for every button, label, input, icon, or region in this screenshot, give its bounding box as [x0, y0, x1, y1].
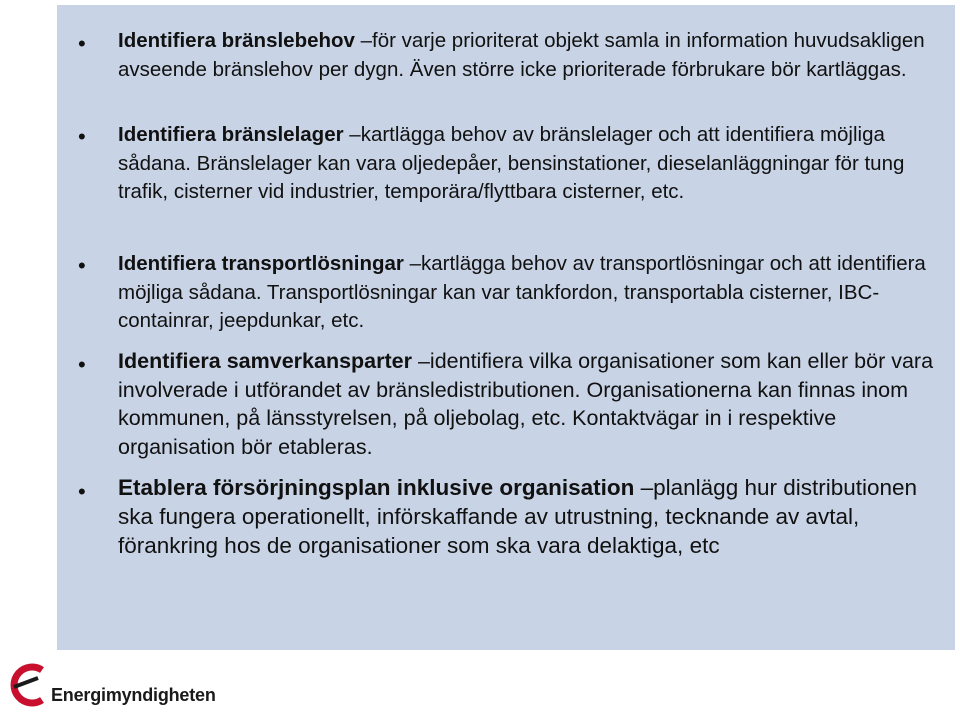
- bullet-text: –planlägg hur distributionen ska fungera operationellt, införskaffande av utrustning, tecknande av avtal, förankring hos de organisationer som ska vara delaktiga, etc: [118, 475, 918, 558]
- bullet-heading: Identifiera transportlösningar: [118, 252, 404, 275]
- bullet-marker: •: [78, 253, 86, 278]
- bullet-marker: •: [78, 479, 86, 504]
- bullet-heading: Etablera försörjningsplan inklusive organisation: [118, 475, 635, 500]
- bullet-item-4: [118, 347, 938, 461]
- bullet-item-1: [118, 27, 938, 84]
- bullet-marker: •: [78, 352, 86, 377]
- bullet-text: –kartlägga behov av transportlösningar och att identifiera möjliga sådana. Transportlösningar kan var tankfordon, transportabla cisterner, IBC-containrar, jeepdunkar, etc.: [118, 252, 926, 333]
- bullet-item-5: [118, 474, 938, 560]
- bullet-heading: Identifiera samverkansparter: [118, 349, 412, 373]
- bullet-heading: Identifiera bränslelager: [118, 123, 344, 146]
- bullet-heading: Identifiera bränslebehov: [118, 29, 355, 52]
- logo-text: Energimyndigheten: [51, 685, 216, 705]
- energimyndigheten-logo: [4, 660, 214, 710]
- bullet-item-3: [118, 250, 938, 336]
- bullet-item-2: [118, 121, 938, 207]
- bullet-marker: •: [78, 31, 86, 56]
- bullet-text: –för varje prioriterat objekt samla in information huvudsakligen avseende bränslehov per dygn. Även större icke prioriterade förbrukare bör kartläggas.: [118, 29, 925, 81]
- bullet-text: –identifiera vilka organisationer som kan eller bör vara involverade i utförandet av bränsledistributionen. Organisationerna kan finnas inom kommunen, på länsstyrelsen, på oljebolag, etc. Kontaktvägar in i respektive organisation bör etableras.: [118, 349, 934, 459]
- bullet-marker: •: [78, 124, 86, 149]
- energimyndigheten-logo-icon: [4, 660, 50, 708]
- bullet-text: –kartlägga behov av bränslelager och att identifiera möjliga sådana. Bränslelager kan vara oljedepåer, bensinstationer, dieselanläggningar för tung trafik, cisterner vid industrier, temporära/flyttbara cisterner, etc.: [118, 123, 905, 204]
